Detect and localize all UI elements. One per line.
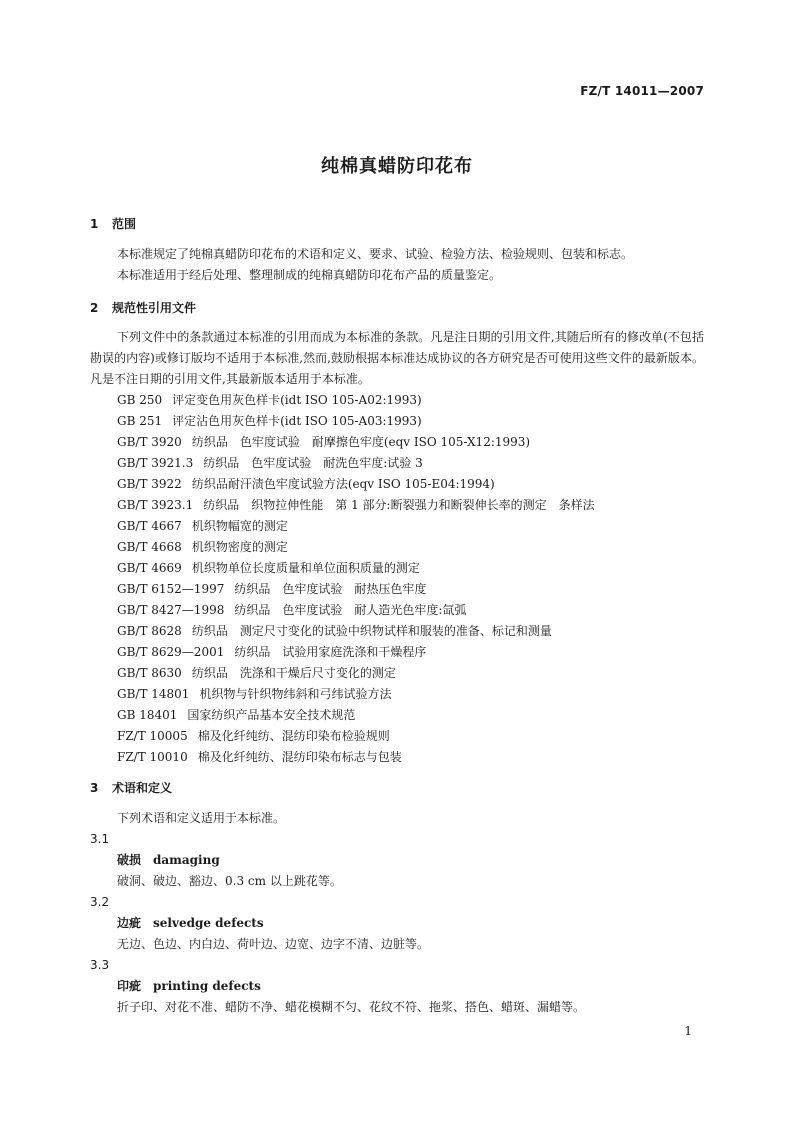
term-definition: 折子印、对花不准、蜡防不净、蜡花模糊不匀、花纹不符、拖浆、搭色、蜡斑、漏蜡等。 bbox=[117, 1000, 586, 1014]
term-definition: 无边、色边、内白边、荷叶边、边宽、边字不清、边脏等。 bbox=[117, 937, 430, 951]
reference-title: 纺织品 色牢度试验 耐人造光色牢度:氙弧 bbox=[234, 603, 467, 617]
reference-list bbox=[90, 390, 704, 768]
document-body bbox=[90, 214, 704, 1018]
section-normative-references bbox=[90, 298, 704, 768]
term-chinese: 破损 bbox=[117, 853, 142, 867]
reference-code: GB/T 3923.1 bbox=[117, 498, 194, 512]
reference-item bbox=[117, 579, 704, 600]
section-number: 3 bbox=[90, 781, 99, 795]
reference-item bbox=[117, 495, 704, 516]
reference-title: 纺织品 色牢度试验 耐洗色牢度:试验 3 bbox=[203, 456, 423, 470]
paragraph: 下列术语和定义适用于本标准。 bbox=[117, 811, 286, 825]
term-entry bbox=[117, 850, 704, 871]
reference-title: 评定沾色用灰色样卡(idt ISO 105-A03:1993) bbox=[172, 414, 422, 428]
reference-code: FZ/T 10005 bbox=[117, 729, 188, 743]
paragraph: 本标准适用于经后处理、整理制成的纯棉真蜡防印花布产品的质量鉴定。 bbox=[117, 268, 502, 282]
term-english: selvedge defects bbox=[153, 916, 264, 930]
reference-code: GB/T 6152—1997 bbox=[117, 582, 225, 596]
reference-code: GB/T 4667 bbox=[117, 519, 182, 533]
reference-code: GB/T 8629—2001 bbox=[117, 645, 225, 659]
page-number: 1 bbox=[684, 1024, 692, 1038]
reference-code: GB 18401 bbox=[117, 708, 178, 722]
reference-item bbox=[117, 684, 704, 705]
term-chinese: 印疵 bbox=[117, 979, 142, 993]
term-number: 3.3 bbox=[90, 958, 110, 972]
reference-code: GB/T 4668 bbox=[117, 540, 182, 554]
term-english: printing defects bbox=[153, 979, 261, 993]
reference-title: 纺织品 测定尺寸变化的试验中织物试样和服装的准备、标记和测量 bbox=[191, 624, 552, 638]
standard-number: FZ/T 14011—2007 bbox=[580, 84, 704, 98]
reference-code: GB/T 14801 bbox=[117, 687, 190, 701]
reference-title: 棉及化纤纯纺、混纺印染布标志与包装 bbox=[197, 750, 402, 764]
paragraph: 本标准规定了纯棉真蜡防印花布的术语和定义、要求、试验、检验方法、检验规则、包装和标志。 bbox=[117, 247, 634, 261]
reference-title: 纺织品 洗涤和干燥后尺寸变化的测定 bbox=[191, 666, 396, 680]
reference-item bbox=[117, 390, 704, 411]
reference-code: GB/T 4669 bbox=[117, 561, 182, 575]
reference-item bbox=[117, 474, 704, 495]
reference-title: 机织物单位长度质量和单位面积质量的测定 bbox=[191, 561, 420, 575]
reference-title: 评定变色用灰色样卡(idt ISO 105-A02:1993) bbox=[172, 393, 422, 407]
section-heading bbox=[90, 214, 704, 234]
reference-item bbox=[117, 726, 704, 747]
section-heading bbox=[90, 298, 704, 318]
reference-code: GB/T 8427—1998 bbox=[117, 603, 225, 617]
term-definition: 破洞、破边、豁边、0.3 cm 以上跳花等。 bbox=[117, 874, 342, 888]
reference-title: 机织物幅宽的测定 bbox=[191, 519, 288, 533]
reference-code: FZ/T 10010 bbox=[117, 750, 188, 764]
reference-item bbox=[117, 411, 704, 432]
reference-code: GB/T 8630 bbox=[117, 666, 182, 680]
reference-item bbox=[117, 621, 704, 642]
term-chinese: 边疵 bbox=[117, 916, 142, 930]
section-scope bbox=[90, 214, 704, 286]
reference-code: GB/T 3920 bbox=[117, 435, 182, 449]
reference-code: GB/T 3921.3 bbox=[117, 456, 194, 470]
paragraph: 下列文件中的条款通过本标准的引用而成为本标准的条款。凡是注日期的引用文件,其随后所有的修改单(不包括勘误的内容)或修订版均不适用于本标准,然而,鼓励根据本标准达成协议的各方研究是否可使用这些文件的最新版本。凡是不注日期的引用文件,其最新版本适用于本标准。 bbox=[90, 330, 704, 386]
reference-item bbox=[117, 705, 704, 726]
reference-title: 纺织品 试验用家庭洗涤和干燥程序 bbox=[234, 645, 427, 659]
reference-item bbox=[117, 453, 704, 474]
reference-title: 纺织品 色牢度试验 耐热压色牢度 bbox=[234, 582, 427, 596]
reference-item bbox=[117, 558, 704, 579]
reference-title: 纺织品 色牢度试验 耐摩擦色牢度(eqv ISO 105-X12:1993) bbox=[191, 435, 531, 449]
reference-title: 机织物与针织物纬斜和弓纬试验方法 bbox=[199, 687, 392, 701]
section-title: 范围 bbox=[112, 217, 137, 231]
term-number: 3.1 bbox=[90, 832, 110, 846]
reference-code: GB/T 8628 bbox=[117, 624, 182, 638]
term-number: 3.2 bbox=[90, 895, 110, 909]
section-number: 2 bbox=[90, 301, 99, 315]
reference-title: 纺织品耐汗渍色牢度试验方法(eqv ISO 105-E04:1994) bbox=[191, 477, 495, 491]
section-title: 规范性引用文件 bbox=[112, 301, 197, 315]
reference-item bbox=[117, 516, 704, 537]
reference-item bbox=[117, 537, 704, 558]
term-entry bbox=[117, 913, 704, 934]
reference-title: 棉及化纤纯纺、混纺印染布检验规则 bbox=[197, 729, 390, 743]
document-title: 纯棉真蜡防印花布 bbox=[321, 156, 473, 177]
reference-code: GB 250 bbox=[117, 393, 163, 407]
reference-title: 国家纺织产品基本安全技术规范 bbox=[187, 708, 356, 722]
term-english: damaging bbox=[153, 853, 220, 867]
section-title: 术语和定义 bbox=[112, 781, 173, 795]
reference-title: 机织物密度的测定 bbox=[191, 540, 288, 554]
reference-code: GB/T 3922 bbox=[117, 477, 182, 491]
reference-item bbox=[117, 600, 704, 621]
reference-item bbox=[117, 663, 704, 684]
reference-item bbox=[117, 432, 704, 453]
reference-item bbox=[117, 747, 704, 768]
reference-item bbox=[117, 642, 704, 663]
section-terms-definitions bbox=[90, 778, 704, 1018]
reference-title: 纺织品 织物拉伸性能 第 1 部分:断裂强力和断裂伸长率的测定 条样法 bbox=[203, 498, 595, 512]
term-entry bbox=[117, 976, 704, 997]
reference-code: GB 251 bbox=[117, 414, 163, 428]
section-heading bbox=[90, 778, 704, 798]
section-number: 1 bbox=[90, 217, 99, 231]
